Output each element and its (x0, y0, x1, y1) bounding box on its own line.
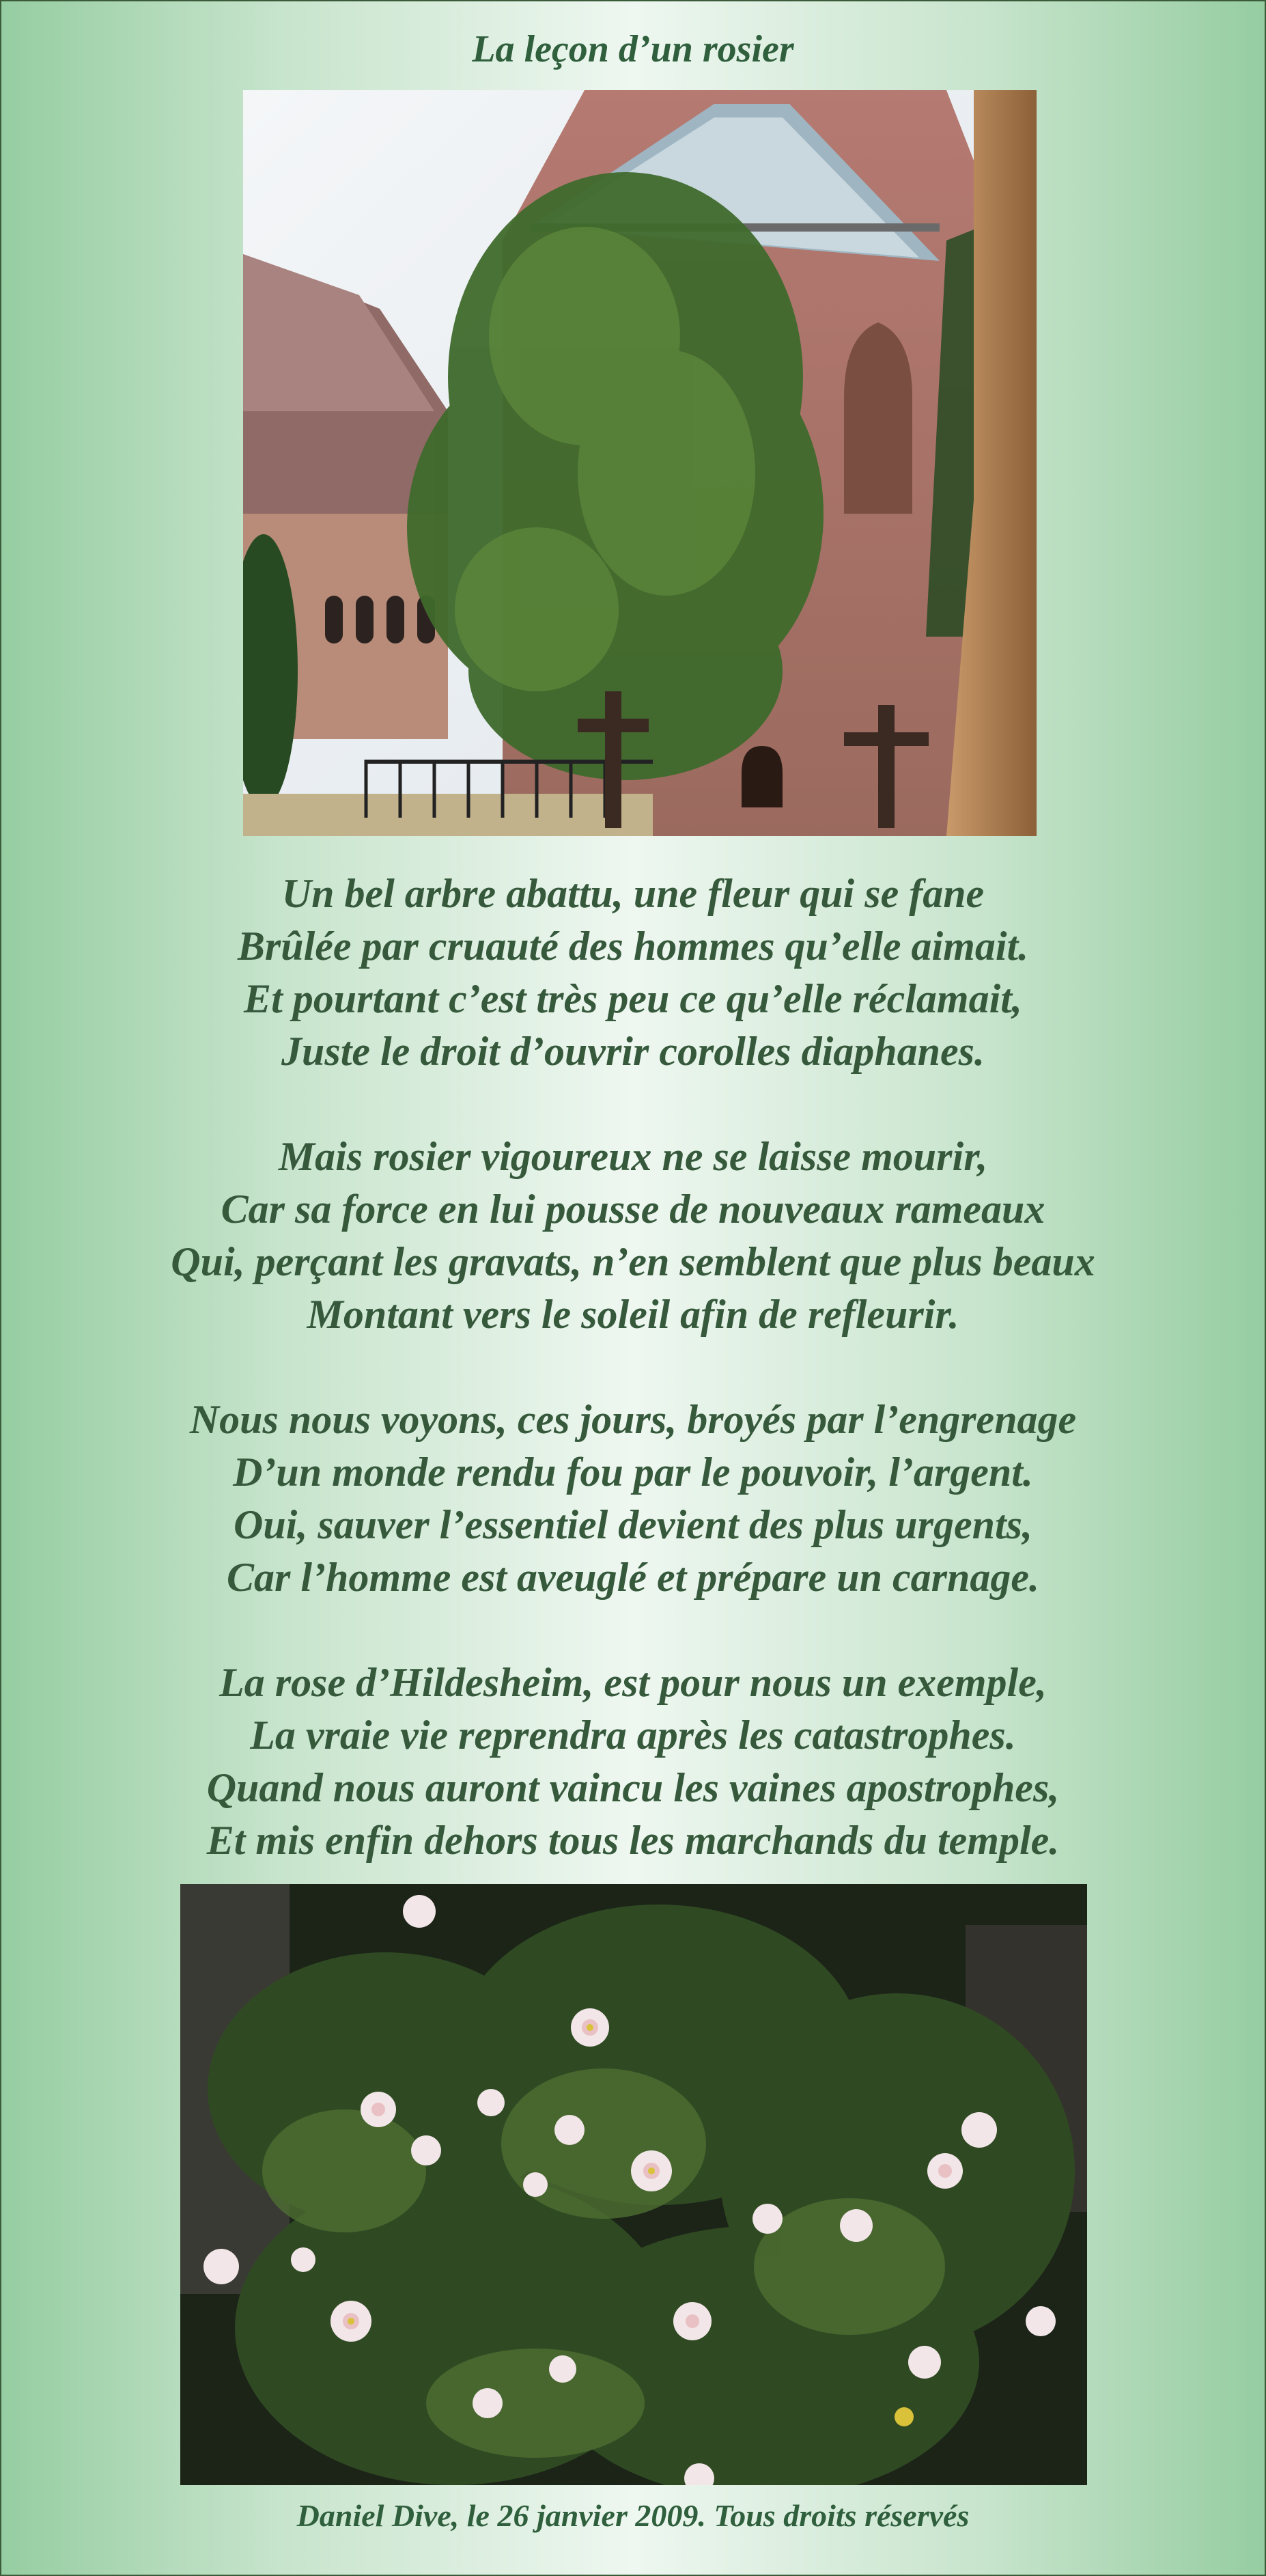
poem-line: Et mis enfin dehors tous les marchands du temple. (206, 1818, 1060, 1863)
poem-title: La leçon d’un rosier (472, 28, 794, 70)
poem-line: Qui, perçant les gravats, n’en semblent que plus beaux (171, 1239, 1095, 1284)
poem-line: Montant vers le soleil afin de refleurir. (307, 1292, 959, 1337)
poem-line: Quand nous auront vaincu les vaines apostrophes, (206, 1765, 1060, 1810)
poem-line: Nous nous voyons, ces jours, broyés par l’engrenage (189, 1397, 1077, 1442)
poem-line: Brûlée par cruauté des hommes qu’elle aimait. (237, 924, 1029, 969)
poem-line: La vraie vie reprendra après les catastrophes. (250, 1713, 1016, 1758)
church-rosebush-photo (243, 90, 1037, 836)
poem-body (1, 868, 1265, 1867)
stanza-2 (1, 1131, 1265, 1341)
stanza-3 (1, 1394, 1265, 1604)
signature-footer: Daniel Dive, le 26 janvier 2009. Tous droits réservés (296, 2498, 970, 2533)
poem-line: Un bel arbre abattu, une fleur qui se fane (281, 871, 985, 916)
poem-line: Juste le droit d’ouvrir corolles diaphanes. (281, 1029, 985, 1074)
poem-line: Oui, sauver l’essentiel devient des plus urgents, (233, 1502, 1033, 1547)
poem-line: Car l’homme est aveuglé et prépare un carnage. (227, 1555, 1039, 1600)
poem-line: La rose d’Hildesheim, est pour nous un exemple, (219, 1660, 1047, 1705)
stanza-1 (1, 868, 1265, 1078)
stanza-4 (1, 1657, 1265, 1867)
poem-line: D’un monde rendu fou par le pouvoir, l’argent. (233, 1450, 1033, 1495)
wild-roses-photo (180, 1884, 1087, 2485)
poem-line: Et pourtant c’est très peu ce qu’elle réclamait, (244, 976, 1022, 1021)
poem-line: Mais rosier vigoureux ne se laisse mourir, (278, 1134, 988, 1179)
poem-line: Car sa force en lui pousse de nouveaux rameaux (221, 1187, 1045, 1232)
